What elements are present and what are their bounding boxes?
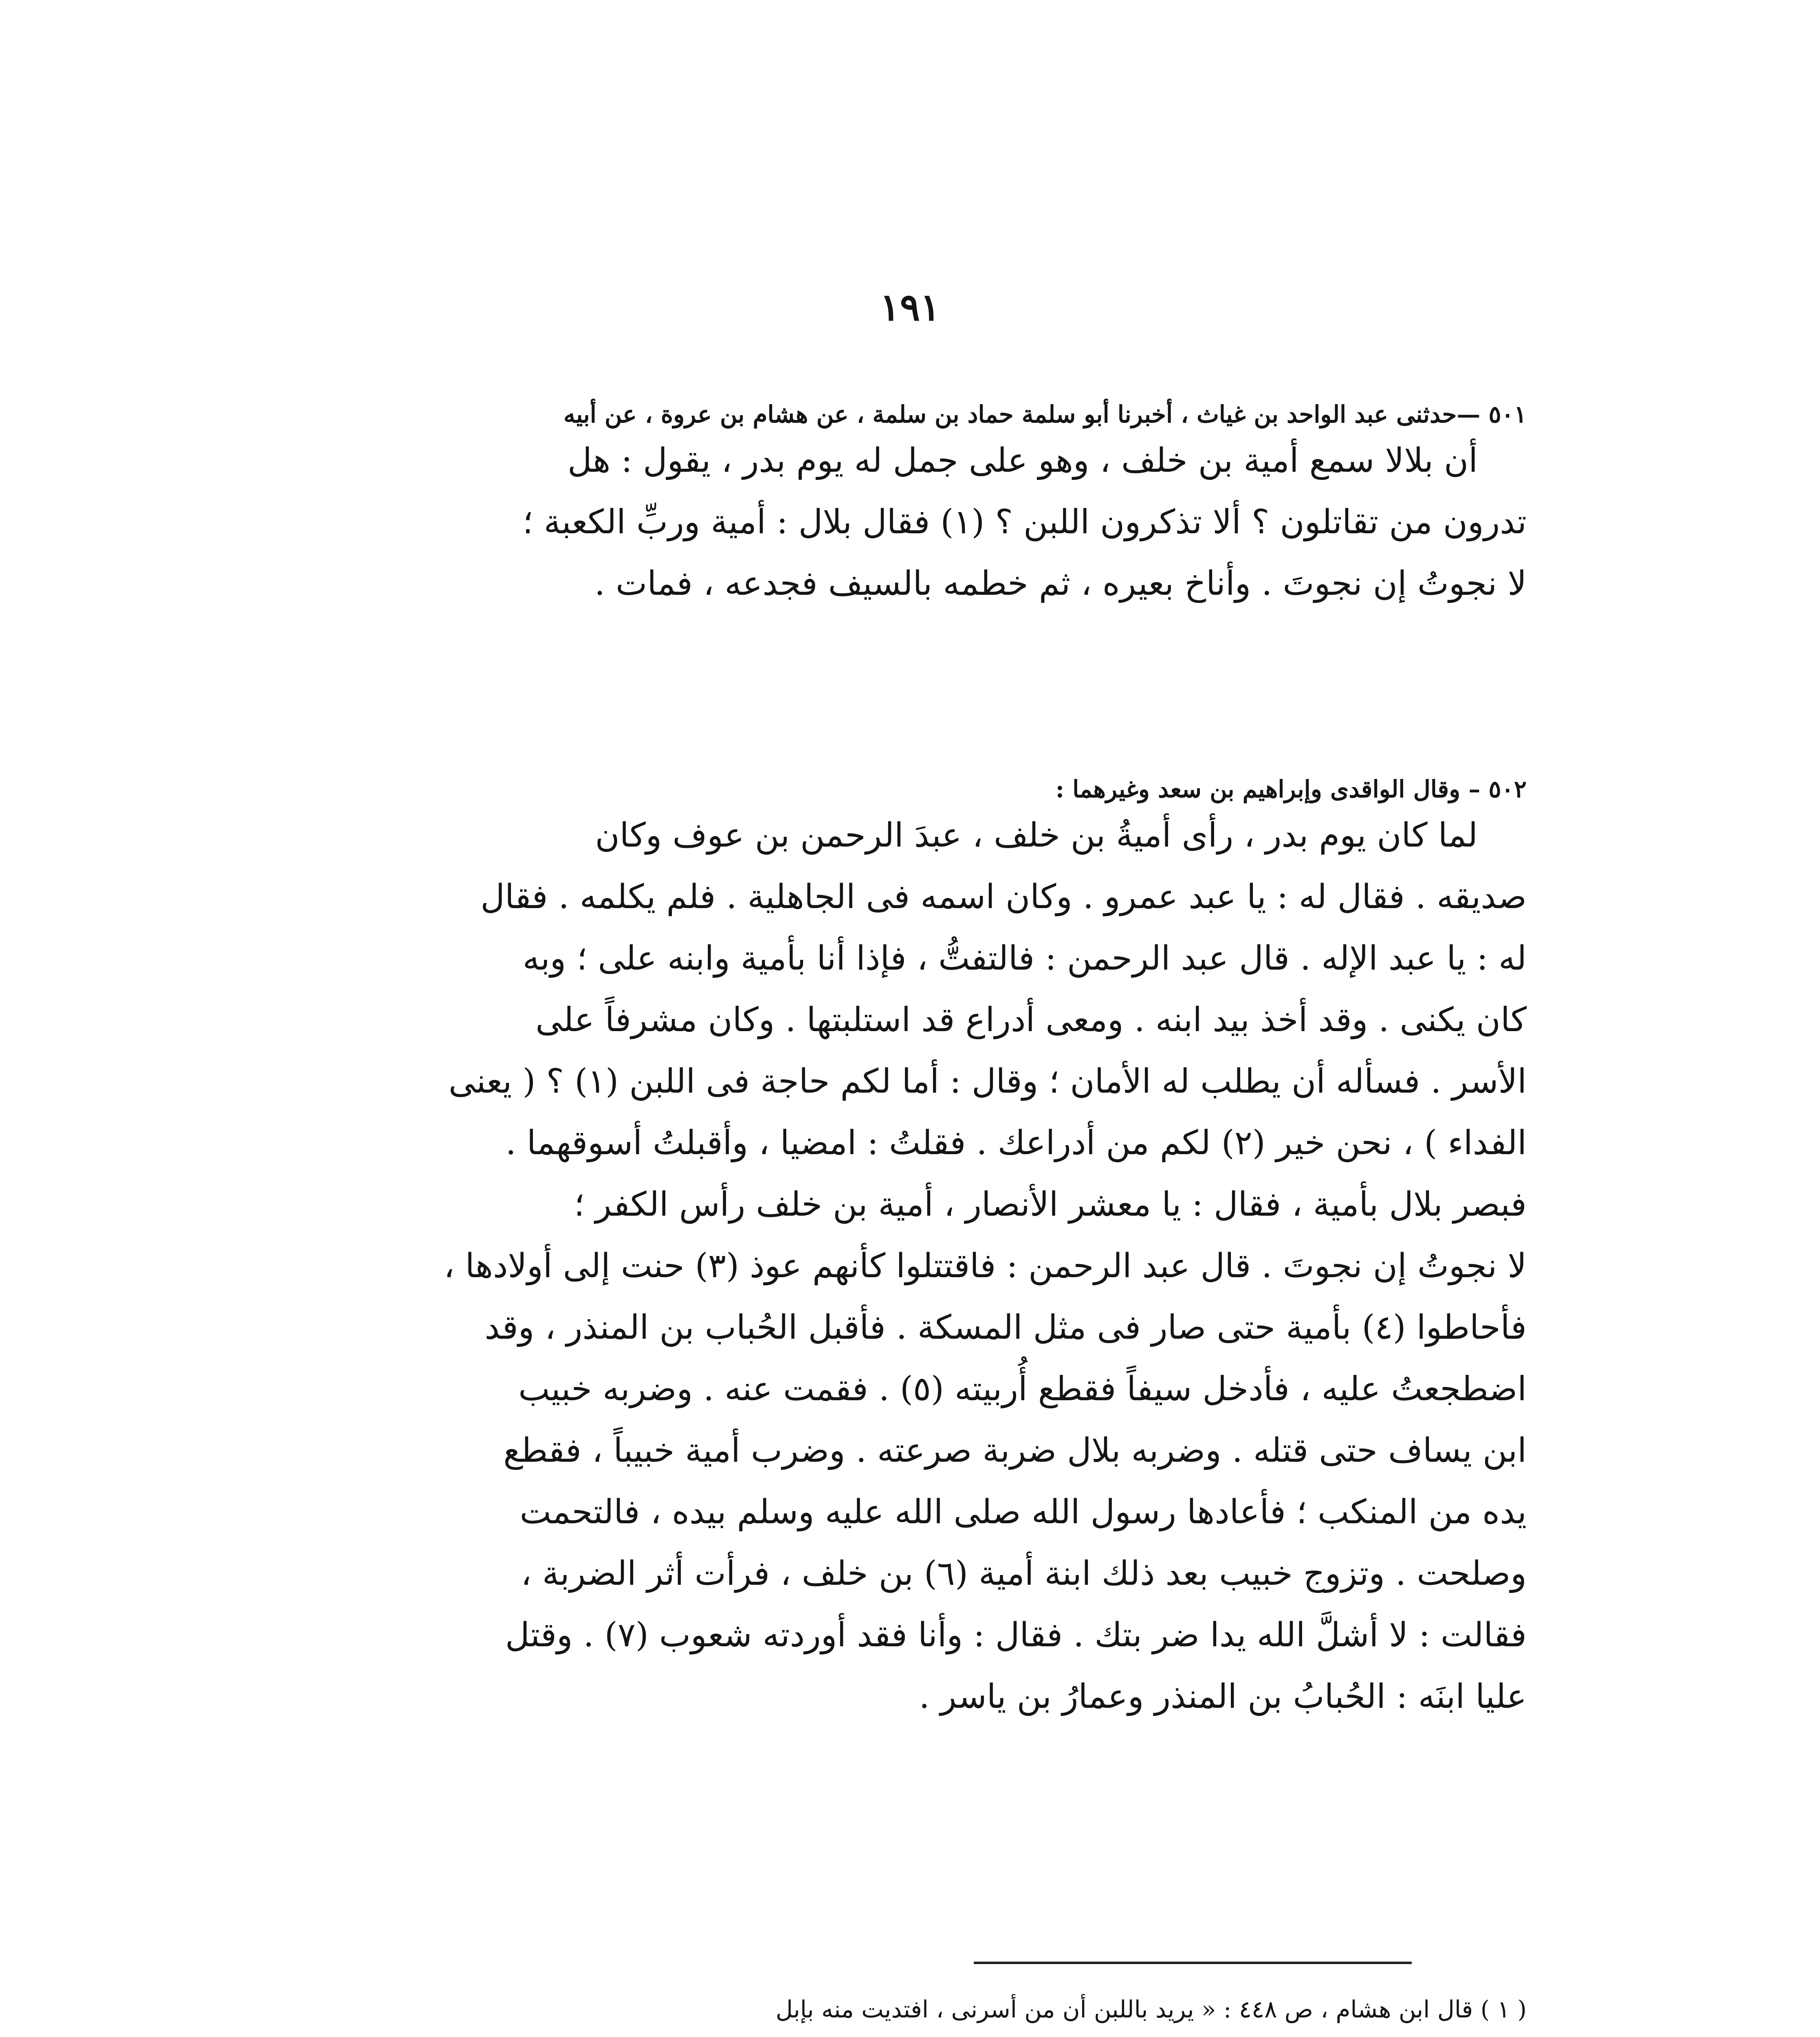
paragraph-header: ٥٠١ —حدثنى عبد الواحد بن غياث ، أخبرنا أبو سلمة حماد بن سلمة ، عن هشام بن عروة ، عن أبيه — [563, 400, 1527, 428]
text-line: فقالت : لا أشلَّ الله يدا ضر بتك . فقال : وأنا فقد أوردته شعوب (٧) . وقتل — [505, 1616, 1527, 1655]
text-line: فبصر بلال بأمية ، فقال : يا معشر الأنصار ، أمية بن خلف رأس الكفر ؛ — [574, 1185, 1527, 1224]
paragraph-502 — [363, 774, 1527, 1727]
footnote-1-continued — [363, 2031, 1527, 2037]
text-line: وصلحت . وتزوج خبيب بعد ذلك ابنة أمية (٦) بن خلف ، فرأت أثر الضربة ، — [521, 1554, 1527, 1593]
text-line: الأسر . فسأله أن يطلب له الأمان ؛ وقال : أما لكم حاجة فى اللبن (١) ؟ ( يعنى — [449, 1062, 1527, 1101]
paragraph-501 — [363, 399, 1527, 614]
text-line: ابن يساف حتى قتله . وضربه بلال ضربة صرعته . وضرب أمية خبيباً ، فقطع — [503, 1431, 1527, 1470]
paragraph-header: ٥٠٢ – وقال الواقدى وإبراهيم بن سعد وغيرهما : — [1055, 775, 1527, 803]
text-line: لا نجوتُ إن نجوتَ . قال عبد الرحمن : فاقتتلوا كأنهم عوذ (٣) حنت إلى أولادها ، — [444, 1247, 1527, 1286]
text-line: يده من المنكب ؛ فأعادها رسول الله صلى الله عليه وسلم بيده ، فالتحمت — [519, 1493, 1527, 1532]
text-line: لا نجوتُ إن نجوتَ . وأناخ بعيره ، ثم خطمه بالسيف فجدعه ، فمات . — [594, 564, 1527, 603]
footnotes — [363, 1988, 1527, 2037]
text-line: عليا ابنَه : الحُبابُ بن المنذر وعمارُ بن ياسر . — [919, 1677, 1527, 1716]
text-line: لما كان يوم بدر ، رأى أميةُ بن خلف ، عبدَ الرحمن بن عوف وكان — [595, 816, 1478, 855]
text-line: اضطجعتُ عليه ، فأدخل سيفاً فقطع أُربيته (٥) . فقمت عنه . وضربه خبيب — [518, 1370, 1527, 1409]
text-line: فأحاطوا (٤) بأمية حتى صار فى مثل المسكة . فأقبل الحُباب بن المنذر ، وقد — [484, 1308, 1527, 1347]
text-line: صديقه . فقال له : يا عبد عمرو . وكان اسمه فى الجاهلية . فلم يكلمه . فقال — [480, 878, 1527, 917]
text-line: له : يا عبد الإله . قال عبد الرحمن : فالتفتُّ ، فإذا أنا بأمية وابنه على ؛ وبه — [522, 939, 1527, 978]
text-line: الفداء ) ، نحن خير (٢) لكم من أدراعك . فقلتُ : امضيا ، وأقبلتُ أسوقهما . — [505, 1124, 1527, 1163]
text-line: أن بلالا سمع أمية بن خلف ، وهو على جمل له يوم بدر ، يقول : هل — [567, 441, 1478, 480]
footnote-divider — [974, 1962, 1412, 1964]
text-line: كان يكنى . وقد أخذ بيد ابنه . ومعى أدراع قد استلبتها . وكان مشرفاً على — [535, 1001, 1527, 1040]
text-line: تدرون من تقاتلون ؟ ألا تذكرون اللبن ؟ (١) فقال بلال : أمية وربِّ الكعبة ؛ — [522, 503, 1527, 542]
footnote-1: ( ١ ) قال ابن هشام ، ص ٤٤٨ : « يريد باللبن أن من أسرنى ، افتديت منه بإبل — [775, 1995, 1527, 2023]
page-number: ١٩١ — [880, 285, 940, 329]
